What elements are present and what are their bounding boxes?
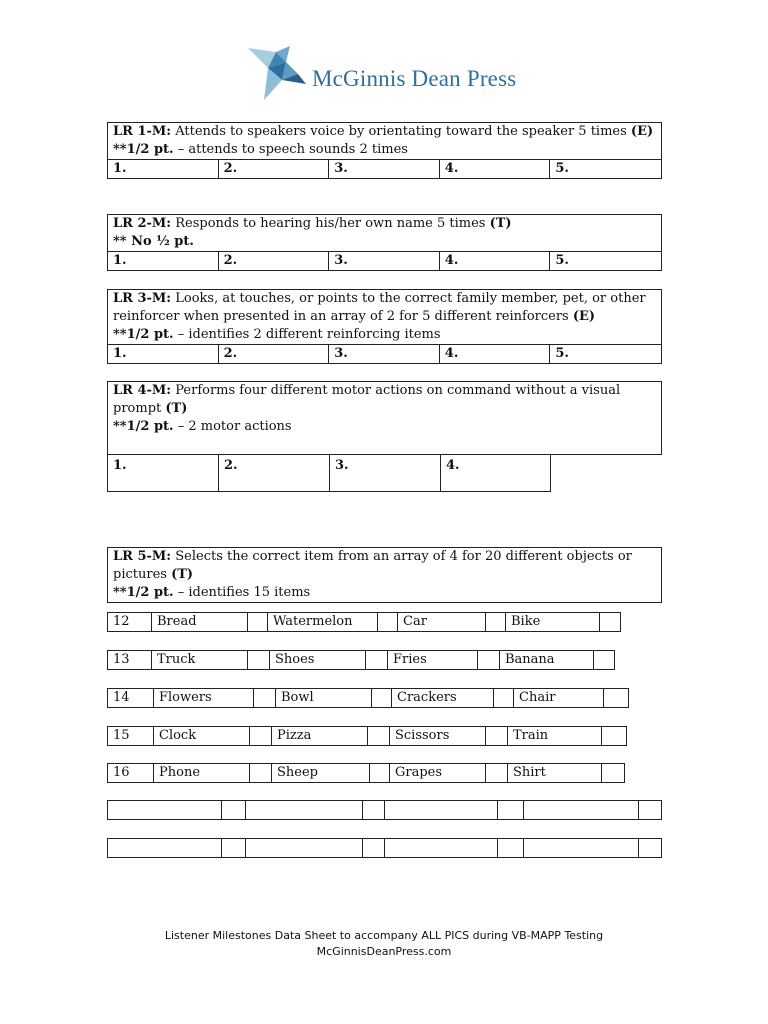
- item-label: Watermelon: [267, 612, 377, 632]
- item-label: Scissors: [389, 726, 485, 746]
- item-label: Truck: [151, 650, 247, 670]
- trial-row: [108, 159, 661, 178]
- table-row: [107, 688, 629, 708]
- score-cell[interactable]: [371, 688, 391, 708]
- trial-cell[interactable]: 3.: [329, 454, 440, 492]
- blank-row: [107, 800, 662, 820]
- blank-cell[interactable]: [245, 800, 362, 820]
- milestone-description: LR 1-M: Attends to speakers voice by orientating toward the speaker 5 times (E) **1/2 pt. – attends to speech sounds 2 times: [113, 124, 654, 157]
- blank-cell[interactable]: [107, 838, 221, 858]
- blank-cell[interactable]: [362, 800, 384, 820]
- trial-cell[interactable]: 4.: [440, 252, 551, 270]
- trial-cell[interactable]: 5.: [555, 161, 569, 176]
- item-label: Grapes: [389, 763, 485, 783]
- trial-cell[interactable]: 2.: [218, 454, 329, 492]
- row-number: 15: [107, 726, 153, 746]
- blank-cell[interactable]: [362, 838, 384, 858]
- score-cell[interactable]: [599, 612, 621, 632]
- item-label: Phone: [153, 763, 249, 783]
- page-footer: [0, 928, 768, 960]
- blank-row: [107, 838, 662, 858]
- score-cell[interactable]: [485, 763, 507, 783]
- milestone-lr4: [107, 381, 662, 455]
- trial-cell[interactable]: 1.: [108, 252, 219, 270]
- trial-cell[interactable]: 5.: [555, 253, 569, 268]
- trial-cell[interactable]: 2.: [219, 252, 330, 270]
- item-label: Fries: [387, 650, 477, 670]
- trial-cell[interactable]: 1.: [108, 160, 219, 178]
- milestone-lr1: [107, 122, 662, 179]
- row-number: 12: [107, 612, 151, 632]
- blank-cell[interactable]: [107, 800, 221, 820]
- table-row: [107, 612, 621, 632]
- item-label: Clock: [153, 726, 249, 746]
- score-cell[interactable]: [485, 612, 505, 632]
- item-label: Crackers: [391, 688, 493, 708]
- trial-cell[interactable]: 5.: [555, 346, 569, 361]
- trial-cell[interactable]: 3.: [329, 160, 440, 178]
- milestone-lr5: [107, 547, 662, 603]
- blank-cell[interactable]: [221, 800, 245, 820]
- blank-cell[interactable]: [638, 838, 662, 858]
- trial-cell[interactable]: 3.: [329, 252, 440, 270]
- item-label: Shirt: [507, 763, 601, 783]
- trial-cell[interactable]: 1.: [108, 345, 219, 363]
- table-row: [107, 726, 627, 746]
- row-number: 16: [107, 763, 153, 783]
- score-cell[interactable]: [593, 650, 615, 670]
- trial-cell[interactable]: 4.: [440, 454, 551, 492]
- trial-cell[interactable]: 3.: [329, 345, 440, 363]
- trial-cell[interactable]: 2.: [219, 345, 330, 363]
- item-label: Car: [397, 612, 485, 632]
- footer-url: McGinnisDeanPress.com: [316, 945, 452, 958]
- milestone-description: LR 4-M: Performs four different motor actions on command without a visual prompt (T) **1/2 pt. – 2 motor actions: [113, 383, 621, 434]
- trial-cell[interactable]: 4.: [440, 160, 551, 178]
- origami-bird-icon: [246, 44, 308, 104]
- score-cell[interactable]: [249, 763, 271, 783]
- item-label: Sheep: [271, 763, 369, 783]
- trial-row: [108, 251, 661, 270]
- item-label: Train: [507, 726, 601, 746]
- score-cell[interactable]: [601, 726, 627, 746]
- score-cell[interactable]: [493, 688, 513, 708]
- score-cell[interactable]: [247, 650, 269, 670]
- trial-row: [107, 454, 551, 492]
- item-label: Pizza: [271, 726, 367, 746]
- blank-cell[interactable]: [384, 838, 497, 858]
- blank-cell[interactable]: [245, 838, 362, 858]
- item-label: Bowl: [275, 688, 371, 708]
- milestone-lr3: [107, 289, 662, 364]
- blank-cell[interactable]: [221, 838, 245, 858]
- score-cell[interactable]: [485, 726, 507, 746]
- trial-row: [108, 344, 661, 363]
- score-cell[interactable]: [603, 688, 629, 708]
- score-cell[interactable]: [247, 612, 267, 632]
- item-label: Flowers: [153, 688, 253, 708]
- row-number: 14: [107, 688, 153, 708]
- score-cell[interactable]: [365, 650, 387, 670]
- trial-cell[interactable]: 1.: [107, 454, 218, 492]
- milestone-description: LR 2-M: Responds to hearing his/her own name 5 times (T) ** No ½ pt.: [113, 216, 512, 249]
- score-cell[interactable]: [477, 650, 499, 670]
- blank-cell[interactable]: [497, 838, 523, 858]
- item-label: Bike: [505, 612, 599, 632]
- score-cell[interactable]: [601, 763, 625, 783]
- milestone-lr2: [107, 214, 662, 271]
- row-number: 13: [107, 650, 151, 670]
- score-cell[interactable]: [369, 763, 389, 783]
- blank-cell[interactable]: [497, 800, 523, 820]
- item-label: Banana: [499, 650, 593, 670]
- score-cell[interactable]: [367, 726, 389, 746]
- item-label: Bread: [151, 612, 247, 632]
- score-cell[interactable]: [253, 688, 275, 708]
- trial-cell[interactable]: 2.: [219, 160, 330, 178]
- trial-cell[interactable]: 4.: [440, 345, 551, 363]
- footer-caption: Listener Milestones Data Sheet to accompany ALL PICS during VB-MAPP Testing: [164, 929, 604, 942]
- milestone-description: LR 5-M: Selects the correct item from an array of 4 for 20 different objects or pictures (T) **1/2 pt. – identifies 15 items: [113, 549, 632, 600]
- blank-cell[interactable]: [384, 800, 497, 820]
- publisher-name: McGinnis Dean Press: [312, 66, 517, 91]
- table-row: [107, 763, 625, 783]
- blank-cell[interactable]: [523, 838, 638, 858]
- item-label: Shoes: [269, 650, 365, 670]
- blank-cell[interactable]: [638, 800, 662, 820]
- blank-cell[interactable]: [523, 800, 638, 820]
- score-cell[interactable]: [377, 612, 397, 632]
- milestone-description: LR 3-M: Looks, at touches, or points to the correct family member, pet, or other reinforcer when presented in an array of 2 for 5 different reinforcers (E) **1/2 pt. – identifies 2 different reinforcing items: [113, 291, 646, 342]
- item-label: Chair: [513, 688, 603, 708]
- publisher-logo: [246, 44, 536, 104]
- score-cell[interactable]: [249, 726, 271, 746]
- table-row: [107, 650, 615, 670]
